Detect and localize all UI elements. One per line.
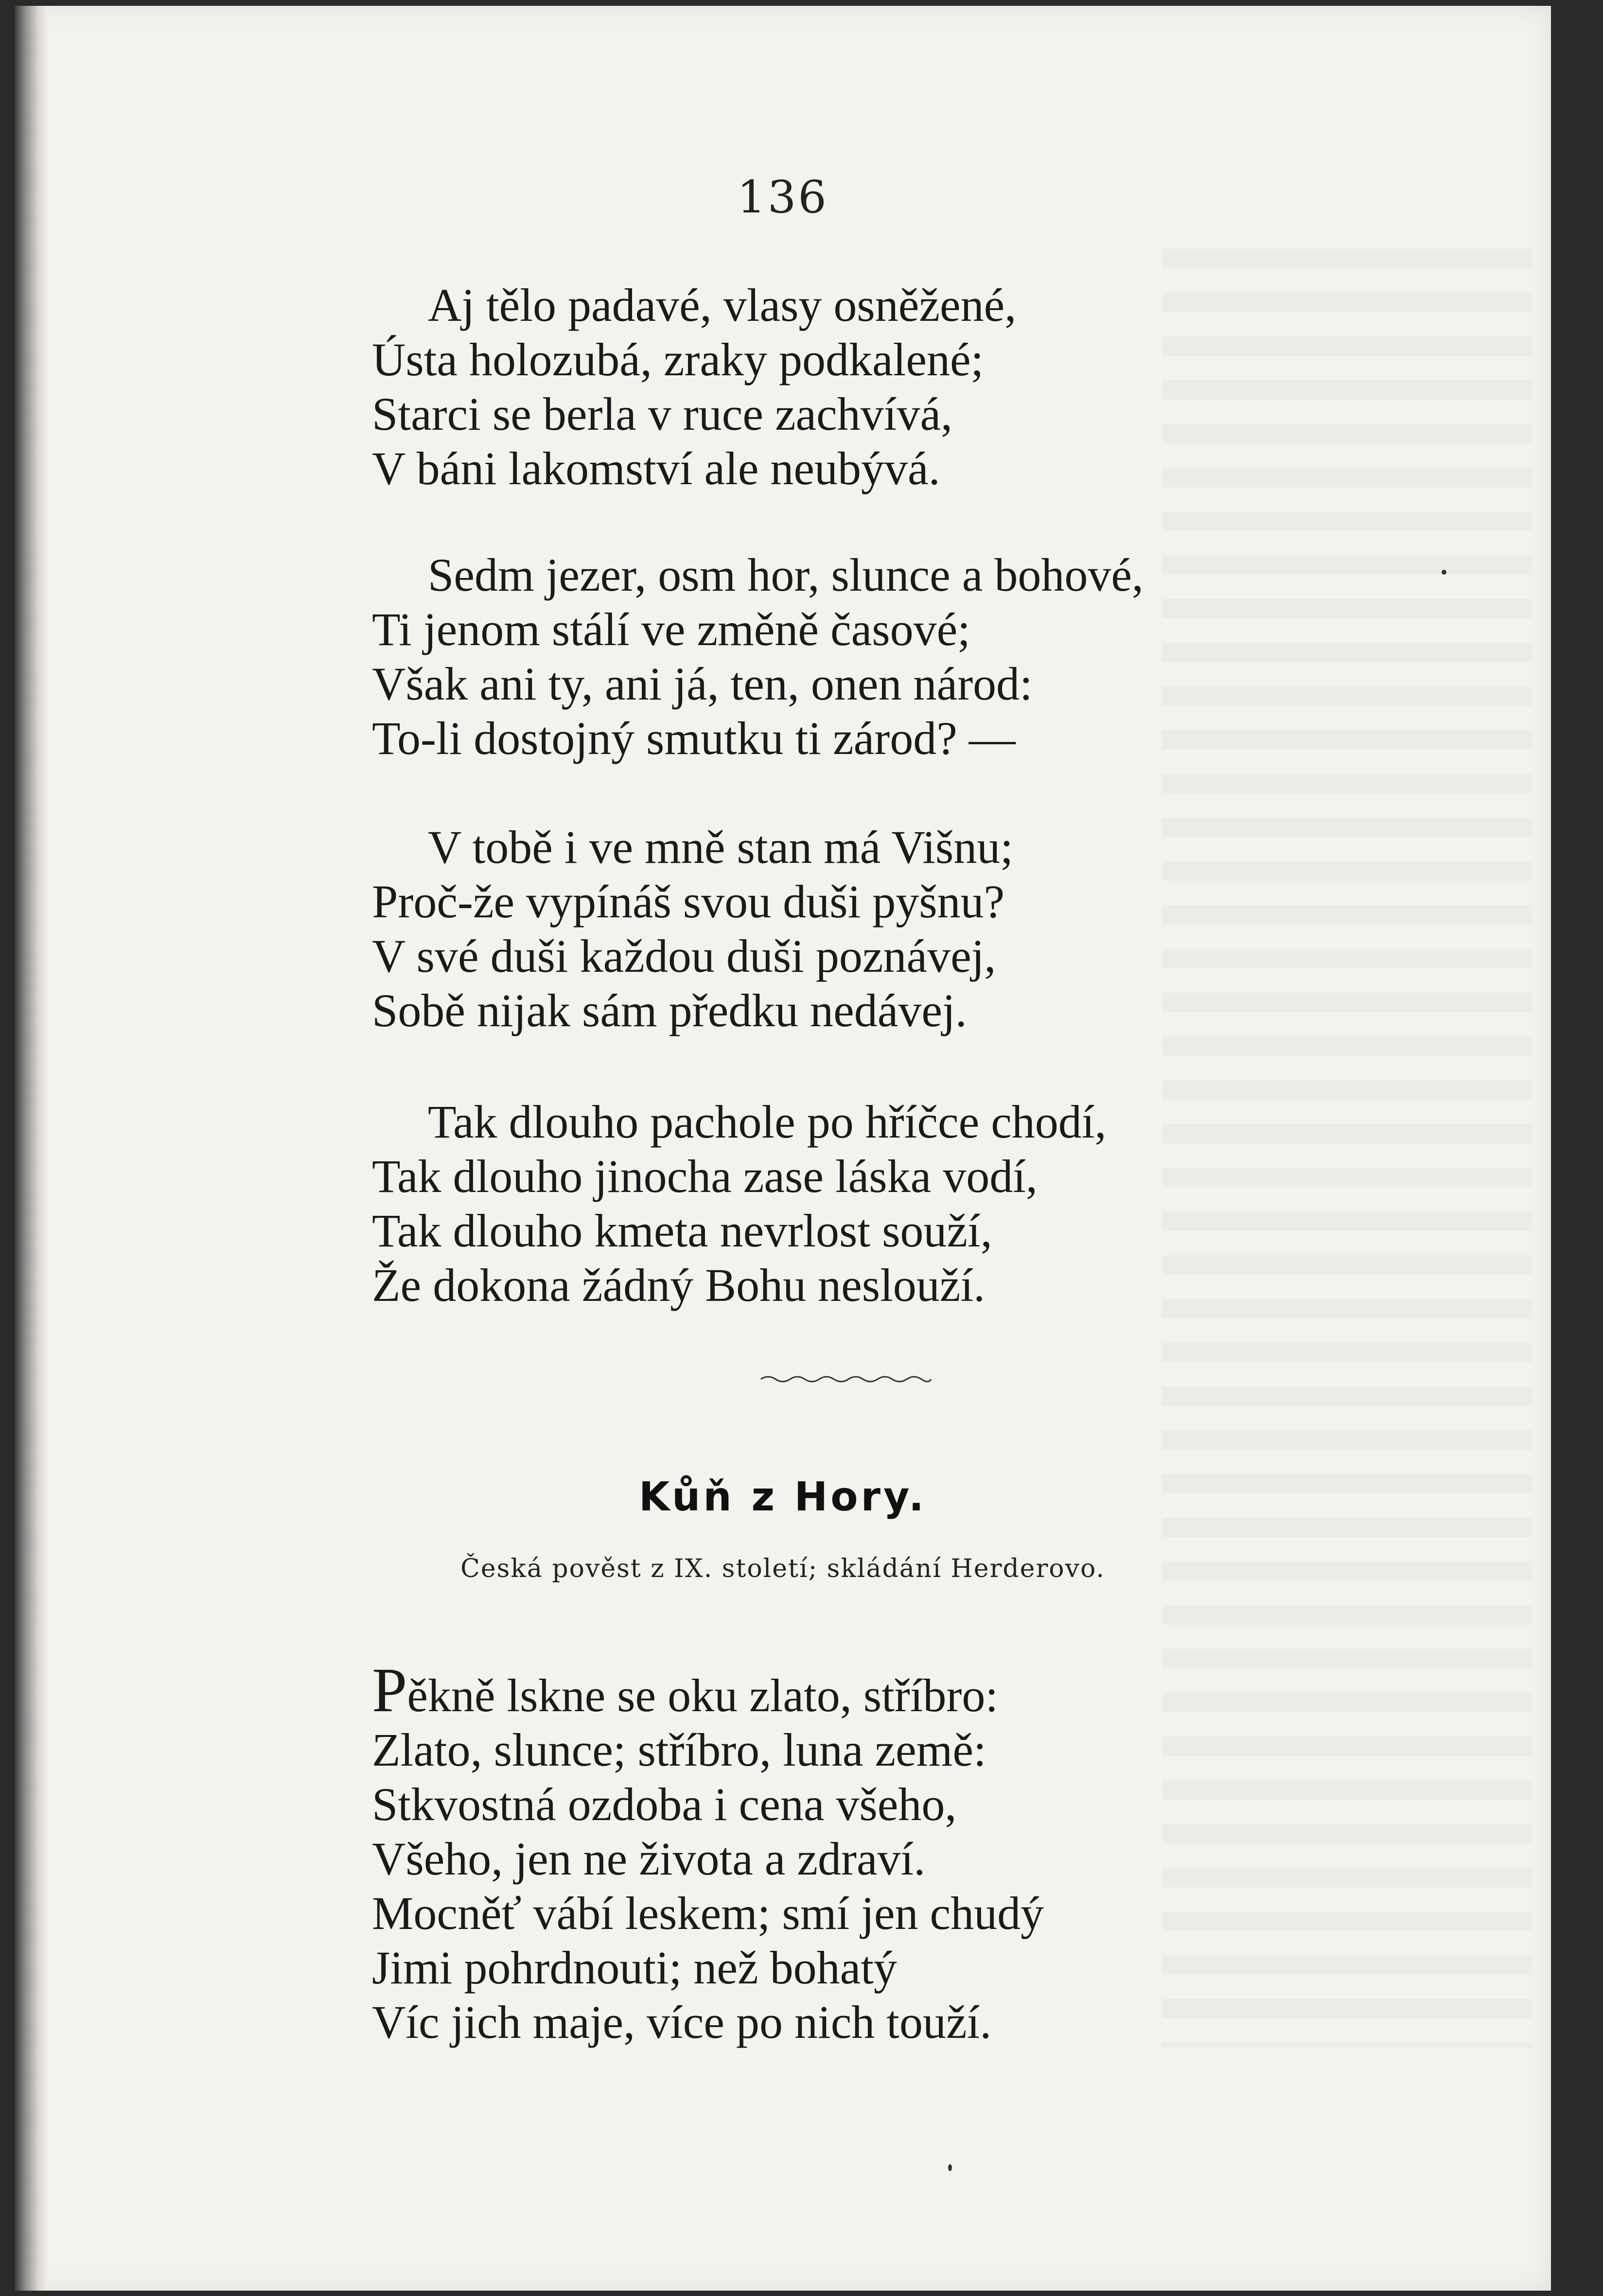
poem-line: Víc jich maje, více po nich touží. [372,1996,992,2048]
poem-line: To-li dostojný smutku ti zárod? — [372,712,1016,764]
poem-line: Jimi pohrdnouti; než bohatý [372,1942,897,1994]
poem-line: Proč-že vypínáš svou duši pyšnu? [372,876,1005,928]
stanza-1 [372,278,1016,496]
page-number: 136 [737,171,828,223]
poem-line: Mocněť vábí leskem; smí jen chudý [372,1887,1044,1939]
wavy-divider-ornament [758,1372,934,1386]
poem-line: Ústa holozubá, zraky podkalené; [372,333,984,386]
poem-line: Stkvostná ozdoba i cena všeho, [372,1778,957,1830]
poem-line: Tak dlouho kmeta nevrlost souží, [372,1205,992,1257]
poem-line: Sedm jezer, osm hor, slunce a bohové, [428,549,1144,601]
poem-body [372,1655,1044,2050]
drop-cap-letter: P [372,1655,407,1725]
ink-speck [1442,570,1446,575]
stanza-4 [372,1095,1106,1313]
poem-line: Ti jenom stálí ve změně časové; [372,603,970,655]
poem-line: Tak dlouho pachole po hříčce chodí, [428,1096,1107,1148]
bleed-through-texture [1162,249,1532,2048]
poem-line: Že dokona žádný Bohu neslouží. [372,1259,986,1311]
poem-line: V tobě i ve mně stan má Višnu; [428,821,1013,873]
poem-line: Všeho, jen ne života a zdraví. [372,1833,926,1885]
stanza-2 [372,548,1144,766]
book-page [15,6,1551,2291]
poem-line: Aj tělo padavé, vlasy osněžené, [428,279,1017,331]
poem-line: Tak dlouho jinocha zase láska vodí, [372,1150,1038,1202]
poem-line: Však ani ty, ani já, ten, onen národ: [372,658,1033,710]
ink-speck [948,2164,952,2171]
poem-first-line [372,1655,1044,1725]
poem-subtitle: Česká pověst z IX. století; skládání Herderovo. [460,1554,1105,1583]
poem-line: V své duši každou duši poznávej, [372,930,996,982]
poem-line: Sobě nijak sám předku nedávej. [372,984,967,1036]
poem-line: Zlato, slunce; stříbro, luna země: [372,1724,986,1776]
poem-title: Kůň z Hory. [638,1474,927,1520]
poem-line: V báni lakomství ale neubývá. [372,442,940,494]
poem-line: Starci se berla v ruce zachvívá, [372,388,953,440]
stanza-3 [372,820,1013,1038]
book-spine-shadow [15,6,49,2291]
first-line-text: ěkně lskne se oku zlato, stříbro: [407,1669,999,1721]
